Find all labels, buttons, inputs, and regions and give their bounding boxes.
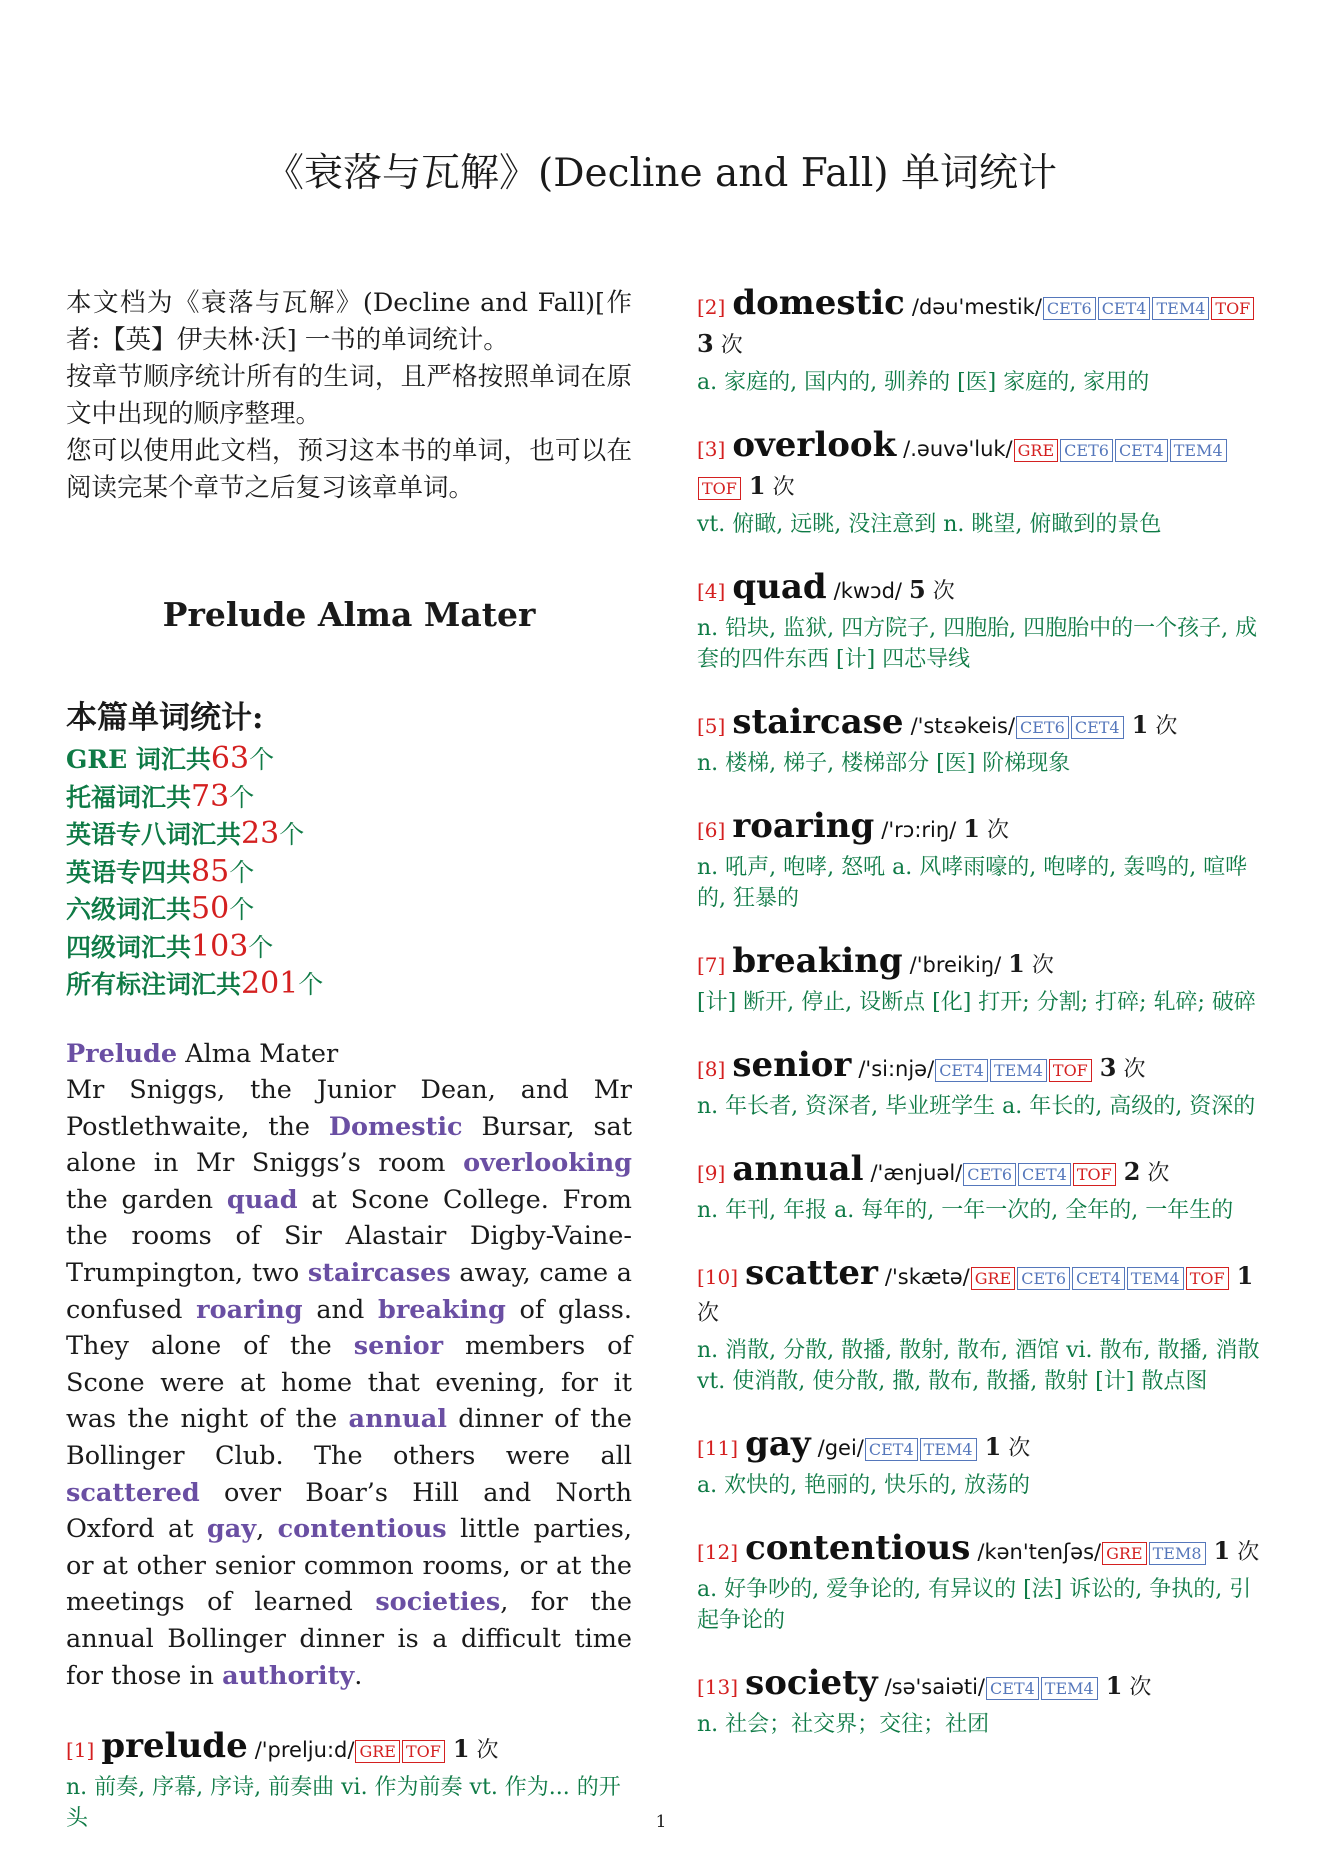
entry-index: [1] [66,1738,95,1763]
highlighted-word: gay [206,1514,257,1545]
stat-row [66,779,632,817]
entry-index: [7] [697,953,726,977]
entry-count-suffix: 次 [772,475,795,500]
entry-word: senior [732,1045,852,1085]
entry-pronunciation: /'ænjuəl/ [870,1161,963,1185]
highlighted-word: breaking [378,1294,506,1325]
left-column [66,285,632,1863]
entry-definition: vt. 俯瞰, 远眺, 没注意到 n. 眺望, 俯瞰到的景色 [697,512,1162,537]
entry-head [697,569,1267,610]
entry-head [697,1530,1267,1571]
vocab-list-right [697,285,1267,1740]
entry-count-number: 2 [1123,1157,1141,1186]
passage-text: away, came a confused [66,1258,632,1325]
entry-count-suffix: 次 [697,1301,720,1326]
entry-word: prelude [101,1726,248,1767]
entry-count-suffix: 次 [1237,1540,1260,1565]
entry-word: annual [732,1149,864,1189]
entry-count [742,471,795,500]
entry-head [697,1665,1267,1706]
highlighted-word: quad [226,1184,298,1215]
stat-label: 英语专四共 [66,857,192,887]
entry-tag: CET4 [1072,1267,1125,1290]
entry-head [697,1151,1267,1192]
entry-index: [11] [697,1436,739,1460]
highlighted-word: overlooking [463,1148,632,1179]
highlighted-word: roaring [196,1294,303,1325]
stat-row [66,741,632,779]
entry-definition: a. 好争吵的, 爱争论的, 有异议的 [法] 诉讼的, 争执的, 引起争论的 [697,1577,1252,1633]
entry-word: domestic [732,283,905,323]
passage-text: members of Scone were at home that evening, for it was the night of the [66,1331,632,1435]
entry-head [697,1255,1267,1332]
entry-tag: TOF [402,1740,445,1763]
highlighted-word: senior [353,1331,444,1362]
entry-tag: CET6 [1060,439,1113,462]
stats-list [66,741,632,1004]
stat-unit: 个 [298,970,324,999]
highlighted-word: scattered [66,1477,200,1508]
entry-count [446,1734,499,1764]
entry-head [697,427,1267,506]
stat-unit: 个 [229,857,255,887]
vocab-entry [697,569,1267,675]
entry-tag: TEM4 [1170,439,1227,462]
entry-count-number: 1 [1213,1536,1231,1565]
entry-pronunciation: /'rɔ:riŋ/ [881,818,957,842]
vocab-entry [697,1151,1267,1226]
entry-tag: CET6 [1016,716,1069,739]
entry-tag: TEM4 [1152,297,1209,320]
vocab-entry [697,427,1267,540]
entry-index: [4] [697,579,726,603]
entry-count [1099,1671,1152,1700]
entry-count [1001,949,1054,978]
stat-unit: 个 [249,745,275,774]
document-title: 《衰落与瓦解》(Decline and Fall) 单词统计 [265,151,1057,196]
stat-row [66,966,632,1004]
entry-count-number: 5 [909,575,926,604]
highlighted-word: authority [222,1660,355,1691]
entry-tag: GRE [1102,1542,1147,1565]
entry-count-suffix: 次 [476,1738,499,1764]
passage-text: and [302,1294,379,1325]
passage [66,1036,632,1695]
entry-count-suffix: 次 [720,333,743,358]
entry-word: breaking [732,941,903,981]
vocab-entry [697,943,1267,1018]
passage-heading-word: Prelude [66,1038,178,1069]
entry-count-number: 1 [1236,1261,1254,1290]
passage-text: Mr Sniggs, the Junior Dean, and Mr Postlethwaite, the [66,1075,632,1142]
entry-index: [5] [697,714,726,738]
entry-tag: CET6 [1043,297,1096,320]
stat-row [66,854,632,892]
entry-tag: GRE [355,1740,400,1763]
right-column [697,285,1267,1769]
entry-count-number: 1 [1008,949,1025,978]
entry-word: roaring [732,806,875,846]
entry-word: staircase [732,702,904,742]
entry-count-number: 1 [963,814,980,843]
intro-line: 按章节顺序统计所有的生词，且严格按照单词在原文中出现的顺序整理。 [66,362,632,429]
entry-tag: CET6 [963,1163,1016,1186]
passage-heading [66,1036,632,1073]
entry-definition: n. 铅块, 监狱, 四方院子, 四胞胎, 四胞胎中的一个孩子, 成套的四件东西 [计] 四芯导线 [697,616,1258,672]
vocab-entry [697,1665,1267,1740]
entry-tag: TEM4 [920,1438,977,1461]
entry-index: [13] [697,1675,739,1699]
entry-count [902,575,955,604]
entry-definition: n. 年刊, 年报 a. 每年的, 一年一次的, 全年的, 一年生的 [697,1198,1234,1223]
page-number: 1 [655,1812,667,1832]
entry-pronunciation: /kən'tenʃəs/ [977,1540,1102,1564]
entry-count-suffix: 次 [1008,1436,1031,1461]
entry-tag: CET6 [1017,1267,1070,1290]
entry-tag: TEM4 [1041,1677,1098,1700]
entry-word: gay [745,1424,811,1464]
entry-tag: CET4 [1018,1163,1071,1186]
entry-tag: CET4 [935,1059,988,1082]
passage-text: at Scone College. From the rooms of Sir Alastair Digby-Vaine-Trumpington, two [66,1184,632,1289]
stat-count: 85 [191,853,230,889]
entry-count [1117,1157,1170,1186]
passage-text: . [354,1660,363,1691]
entry-count-suffix: 次 [1155,714,1178,739]
entry-count-number: 3 [1099,1053,1117,1082]
entry-index: [6] [697,818,726,842]
entry-tag: TOF [1211,297,1254,320]
entry-word: scatter [745,1253,878,1293]
stat-unit: 个 [248,932,274,962]
entry-definition: n. 楼梯, 梯子, 楼梯部分 [医] 阶梯现象 [697,751,1071,776]
vocab-entry [697,1255,1267,1397]
entry-pronunciation: /'prelju:d/ [254,1738,355,1763]
entry-tag: CET4 [986,1677,1039,1700]
entry-count-suffix: 次 [932,579,955,604]
entry-definition: n. 前奏, 序幕, 序诗, 前奏曲 vi. 作为前奏 vt. 作为... 的开头 [66,1775,621,1832]
chapter-title: Prelude Alma Mater [162,595,536,634]
entry-word: overlook [732,425,897,465]
entry-tag: CET4 [1115,439,1168,462]
entry-count [978,1432,1031,1461]
entry-count-number: 1 [1131,710,1149,739]
entry-tag: TOF [1186,1267,1229,1290]
entry-head [697,704,1267,745]
vocab-entry [697,1426,1267,1501]
passage-text: , for the annual Bollinger dinner is a difficult time for those in [66,1587,633,1691]
stat-unit: 个 [279,820,305,849]
entry-definition: a. 家庭的, 国内的, 驯养的 [医] 家庭的, 家用的 [697,370,1150,395]
entry-pronunciation: /'stɛəkeis/ [910,714,1016,738]
passage-text: of glass. They alone of the [66,1294,632,1362]
passage-text: the garden [66,1184,227,1215]
entry-definition: a. 欢快的, 艳丽的, 快乐的, 放荡的 [697,1473,1031,1498]
entry-head [697,808,1267,849]
highlighted-word: Domestic [328,1111,463,1142]
vocab-entry [697,1530,1267,1636]
stat-count: 23 [241,816,280,851]
entry-tag: GRE [1014,439,1059,462]
intro-line: 本文档为《衰落与瓦解》(Decline and Fall)[作者:【英】伊夫林·沃] 一书的单词统计。 [66,288,632,355]
entry-count-suffix: 次 [1123,1057,1146,1082]
entry-tag: CET4 [865,1438,918,1461]
entry-definition: n. 吼声, 咆哮, 怒吼 a. 风哮雨嚎的, 咆哮的, 轰鸣的, 喧哗的, 狂暴的 [697,855,1248,911]
entry-count [1093,1053,1146,1082]
entry-count [1125,710,1178,739]
entry-index: [9] [697,1161,726,1185]
stat-label: 六级词汇共 [66,895,192,924]
entry-word: quad [732,567,827,607]
stat-row [66,929,632,967]
passage-body [66,1072,632,1694]
entry-count-number: 1 [984,1432,1002,1461]
entry-definition: n. 年长者, 资深者, 毕业班学生 a. 年长的, 高级的, 资深的 [697,1094,1256,1119]
passage-heading-rest: Alma Mater [177,1038,339,1069]
stat-count: 201 [241,966,299,1001]
stat-label: GRE 词汇共 [66,745,211,774]
entry-definition: n. 社会；社交界；交往；社团 [697,1712,990,1737]
entry-tag: TOF [1073,1163,1116,1186]
entry-count [697,329,743,358]
entry-pronunciation: /kwɔd/ [833,579,902,603]
stat-label: 四级词汇共 [66,932,192,962]
stat-count: 103 [191,928,249,964]
passage-text: Bursar, sat alone in Mr Sniggs’s room [66,1111,632,1179]
entry-pronunciation: /'skætə/ [884,1265,970,1289]
entry-head [697,1426,1267,1467]
entry-index: [8] [697,1057,726,1081]
entry-index: [12] [697,1540,739,1564]
entry-word: contentious [745,1528,971,1568]
entry-head [697,943,1267,984]
vocab-entry [697,808,1267,914]
entry-pronunciation: /'si:njə/ [858,1057,935,1081]
intro-line: 您可以使用此文档，预习这本书的单词，也可以在阅读完某个章节之后复习该章单词。 [66,436,632,503]
entry-pronunciation: /.əuvə'luk/ [903,437,1013,461]
stat-count: 50 [191,891,230,926]
entry-count-suffix: 次 [1147,1161,1170,1186]
entry-tag: TOF [698,477,741,500]
stat-count: 73 [191,778,230,814]
stat-count: 63 [210,741,250,776]
stat-unit: 个 [229,895,255,924]
passage-text: , [256,1514,278,1545]
stats-heading: 本篇单词统计: [66,700,264,736]
entry-definition: [计] 断开, 停止, 设断点 [化] 打开; 分割; 打碎; 轧碎; 破碎 [697,990,1256,1015]
stat-label: 托福词汇共 [66,782,192,812]
entry-head [697,1047,1267,1088]
stat-row [66,891,632,929]
entry-word: society [745,1663,878,1703]
entry-count-suffix: 次 [1129,1675,1152,1700]
entry-count [956,814,1009,843]
highlighted-word: annual [348,1404,447,1435]
entry-index: [3] [697,437,726,461]
vocab-entry [697,285,1267,398]
entry-definition: n. 消散, 分散, 散播, 散射, 散布, 酒馆 vi. 散布, 散播, 消散 vt. 使消散, 使分散, 撒, 散布, 散播, 散射 [计] 散点图 [697,1338,1260,1394]
entry-count-number: 3 [697,329,714,358]
entry-count [1207,1536,1260,1565]
entry-pronunciation: /'breikiŋ/ [909,953,1002,977]
entry-tag: TOF [1049,1059,1092,1082]
entry-tag: CET4 [1098,297,1151,320]
entry-tag: TEM4 [990,1059,1047,1082]
entry-count-number: 1 [1105,1671,1123,1700]
stat-row [66,816,632,854]
entry-head [66,1728,632,1769]
vocab-entry [697,1047,1267,1122]
stat-unit: 个 [229,782,255,812]
vocab-entry [697,704,1267,779]
entry-index: [10] [697,1265,739,1289]
entry-index: [2] [697,295,726,319]
entry-tag: TEM8 [1149,1542,1206,1565]
passage-text: dinner of the Bollinger Club. The others were all [66,1404,632,1472]
entry-count-suffix: 次 [1031,953,1054,978]
entry-count-suffix: 次 [986,818,1009,843]
stat-label: 英语专八词汇共 [66,820,242,849]
passage-text: over Boar’s Hill and North Oxford at [66,1477,632,1545]
passage-text: little parties, or at other senior common rooms, or at the meetings of learned [66,1514,632,1618]
entry-tag: TEM4 [1127,1267,1184,1290]
entry-count-number: 1 [452,1734,470,1764]
entry-tag: CET4 [1071,716,1124,739]
entry-count-number: 1 [748,471,766,500]
stat-label: 所有标注词汇共 [66,970,242,999]
entry-pronunciation: /sə'saiəti/ [884,1675,986,1699]
highlighted-word: contentious [277,1514,447,1545]
entry-head [697,285,1267,364]
intro [66,285,632,507]
entry-tag: GRE [971,1267,1016,1290]
entry-pronunciation: /dəu'mestik/ [911,295,1042,319]
highlighted-word: societies [375,1587,501,1618]
entry-pronunciation: /gei/ [817,1436,864,1460]
highlighted-word: staircases [307,1258,451,1289]
